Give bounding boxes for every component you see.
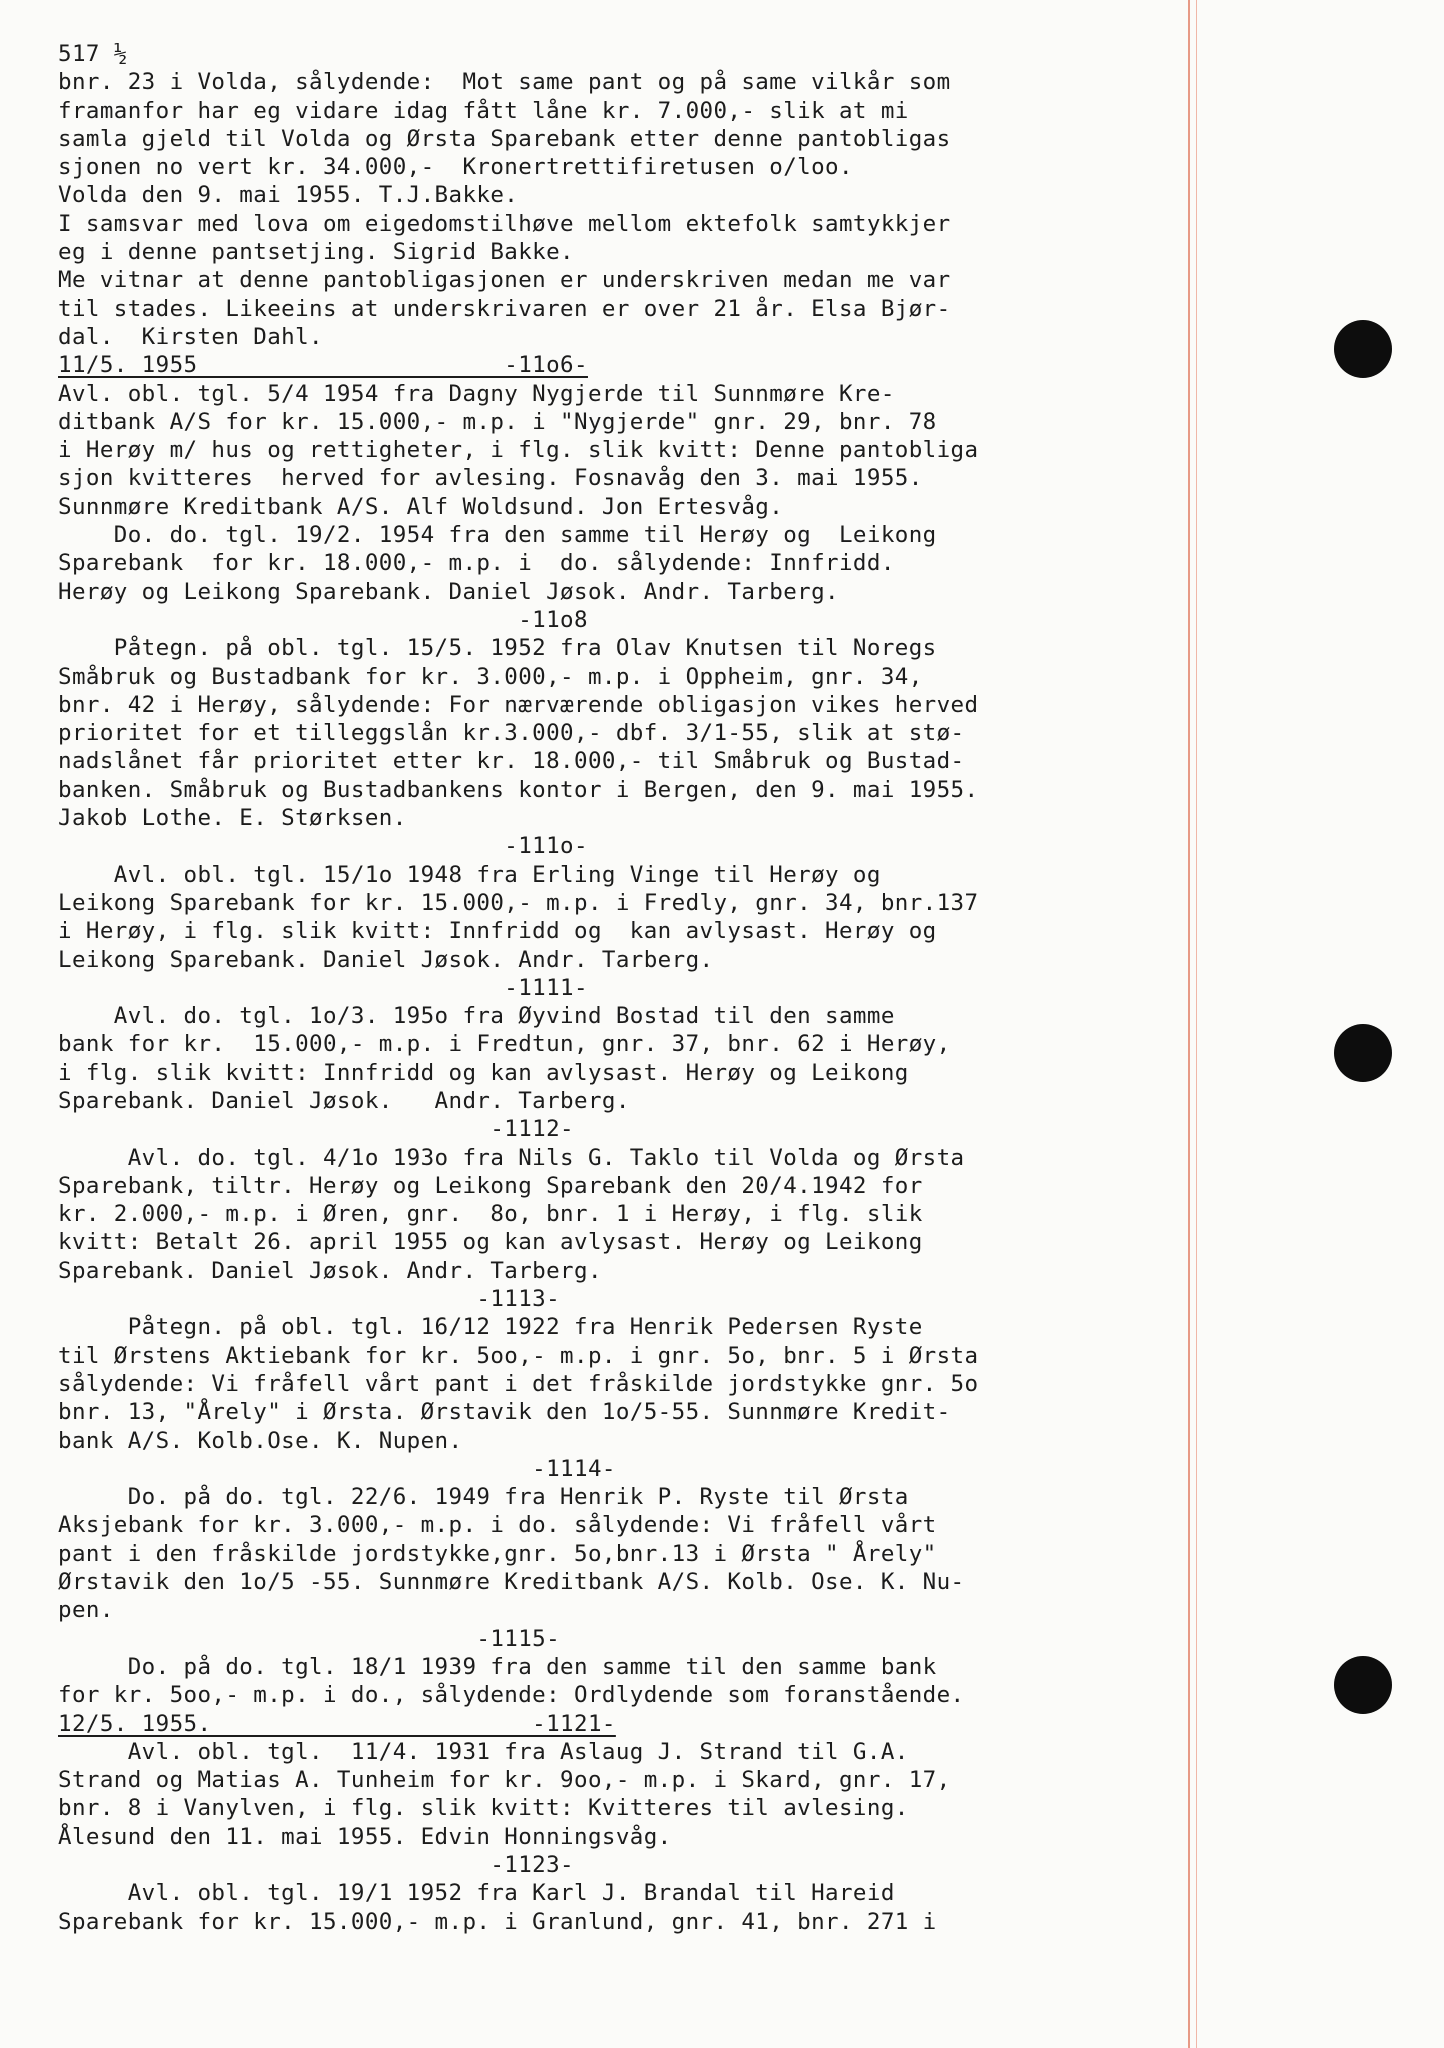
text-line: Leikong Sparebank. Daniel Jøsok. Andr. Tarberg. [58, 946, 714, 973]
punch-hole [1334, 1656, 1392, 1714]
text-line: Volda den 9. mai 1955. T.J.Bakke. [58, 182, 519, 209]
text-line: banken. Småbruk og Bustadbankens kontor i Bergen, den 9. mai 1955. [58, 776, 979, 803]
text-line: pen. [58, 1597, 114, 1624]
text-line: samla gjeld til Volda og Ørsta Sparebank etter denne pantobligas [58, 125, 951, 152]
punch-hole [1334, 320, 1392, 378]
page-number: 517 ½ [58, 41, 128, 67]
text-line: bank A/S. Kolb.Ose. K. Nupen. [58, 1427, 463, 1454]
text-line: til Ørstens Aktiebank for kr. 5oo,- m.p. i gnr. 5o, bnr. 5 i Ørsta [58, 1342, 979, 1369]
text-line: Avl. obl. tgl. 5/4 1954 fra Dagny Nygjerde til Sunnmøre Kre- [58, 380, 895, 407]
text-line: Sunnmøre Kreditbank A/S. Alf Woldsund. Jon Ertesvåg. [58, 493, 784, 520]
text-line: -1111- [58, 974, 588, 1001]
text-line: -1113- [58, 1286, 561, 1313]
text-line: Avl. obl. tgl. 15/1o 1948 fra Erling Vinge til Herøy og [58, 861, 881, 888]
text-line: kvitt: Betalt 26. april 1955 og kan avlysast. Herøy og Leikong [58, 1229, 923, 1256]
text-line: sålydende: Vi fråfell vårt pant i det fråskilde jordstykke gnr. 5o [58, 1370, 979, 1397]
text-line: -1114- [58, 1455, 616, 1482]
text-line: bank for kr. 15.000,- m.p. i Fredtun, gnr. 37, bnr. 62 i Herøy, [58, 1031, 951, 1058]
margin-rule [1188, 0, 1190, 2048]
text-line: til stades. Likeeins at underskrivaren er over 21 år. Elsa Bjør- [58, 295, 951, 322]
text-line: Sparebank. Daniel Jøsok. Andr. Tarberg. [58, 1087, 630, 1114]
text-line: Do. på do. tgl. 18/1 1939 fra den samme til den samme bank [58, 1653, 937, 1680]
punch-hole [1334, 1024, 1392, 1082]
text-line: Småbruk og Bustadbank for kr. 3.000,- m.p. i Oppheim, gnr. 34, [58, 663, 923, 690]
text-line: Jakob Lothe. E. Størksen. [58, 805, 407, 832]
text-line: bnr. 42 i Herøy, sålydende: For nærværende obligasjon vikes herved [58, 691, 979, 718]
margin-rule-inner [1196, 0, 1197, 2048]
text-line: dal. Kirsten Dahl. [58, 323, 323, 350]
text-line: prioritet for et tilleggslån kr.3.000,- dbf. 3/1-55, slik at stø- [58, 720, 965, 747]
text-line: 12/5. 1955. -1121- [58, 1710, 616, 1737]
text-line: Me vitnar at denne pantobligasjonen er underskriven medan me var [58, 267, 951, 294]
text-line: i flg. slik kvitt: Innfridd og kan avlysast. Herøy og Leikong [58, 1059, 909, 1086]
text-line: Avl. do. tgl. 1o/3. 195o fra Øyvind Bostad til den samme [58, 1003, 895, 1030]
text-line: Påtegn. på obl. tgl. 15/5. 1952 fra Olav Knutsen til Noregs [58, 635, 937, 662]
text-line: kr. 2.000,- m.p. i Øren, gnr. 8o, bnr. 1 i Herøy, i flg. slik [58, 1201, 923, 1228]
text-line: bnr. 8 i Vanylven, i flg. slik kvitt: Kvitteres til avlesing. [58, 1795, 909, 1822]
text-line: Sparebank for kr. 15.000,- m.p. i Granlund, gnr. 41, bnr. 271 i [58, 1908, 937, 1935]
text-line: Do. på do. tgl. 22/6. 1949 fra Henrik P. Ryste til Ørsta [58, 1484, 909, 1511]
text-line: framanfor har eg vidare idag fått låne kr. 7.000,- slik at mi [58, 97, 909, 124]
document-body [58, 40, 1188, 1936]
text-line: Sparebank, tiltr. Herøy og Leikong Sparebank den 20/4.1942 for [58, 1172, 923, 1199]
text-line: ditbank A/S for kr. 15.000,- m.p. i "Nygjerde" gnr. 29, bnr. 78 [58, 408, 937, 435]
text-line: Avl. obl. tgl. 19/1 1952 fra Karl J. Brandal til Hareid [58, 1880, 895, 1907]
text-line: Aksjebank for kr. 3.000,- m.p. i do. sålydende: Vi fråfell vårt [58, 1512, 937, 1539]
text-line: -1123- [58, 1852, 575, 1878]
text-line: sjonen no vert kr. 34.000,- Kronertrettifiretusen o/loo. [58, 154, 853, 181]
text-line: eg i denne pantsetjing. Sigrid Bakke. [58, 239, 575, 266]
text-line: -11o8 [58, 606, 588, 633]
text-line: Do. do. tgl. 19/2. 1954 fra den samme til Herøy og Leikong [58, 522, 937, 549]
text-line: -1115- [58, 1625, 561, 1652]
text-line: i Herøy m/ hus og rettigheter, i flg. slik kvitt: Denne pantobliga [58, 437, 979, 464]
text-line: nadslånet får prioritet etter kr. 18.000,- til Småbruk og Bustad- [58, 748, 965, 775]
text-line: Avl. obl. tgl. 11/4. 1931 fra Aslaug J. Strand til G.A. [58, 1738, 909, 1765]
text-line: for kr. 5oo,- m.p. i do., sålydende: Ordlydende som foranstående. [58, 1682, 965, 1709]
text-line: Sparebank. Daniel Jøsok. Andr. Tarberg. [58, 1257, 602, 1284]
text-line: bnr. 13, "Årely" i Ørsta. Ørstavik den 1o/5-55. Sunnmøre Kredit- [58, 1399, 951, 1426]
text-line: bnr. 23 i Volda, sålydende: Mot same pant og på same vilkår som [58, 69, 951, 96]
text-lines [58, 68, 1188, 1936]
text-line: Sparebank for kr. 18.000,- m.p. i do. sålydende: Innfridd. [58, 550, 895, 577]
text-line: Påtegn. på obl. tgl. 16/12 1922 fra Henrik Pedersen Ryste [58, 1314, 923, 1341]
text-line: Herøy og Leikong Sparebank. Daniel Jøsok. Andr. Tarberg. [58, 578, 839, 605]
text-line: Strand og Matias A. Tunheim for kr. 9oo,- m.p. i Skard, gnr. 17, [58, 1767, 951, 1794]
text-line: pant i den fråskilde jordstykke,gnr. 5o,bnr.13 i Ørsta " Årely" [58, 1540, 937, 1567]
text-line: sjon kvitteres herved for avlesing. Fosnavåg den 3. mai 1955. [58, 465, 923, 492]
text-line: i Herøy, i flg. slik kvitt: Innfridd og kan avlysast. Herøy og [58, 918, 937, 945]
text-line: Ørstavik den 1o/5 -55. Sunnmøre Kreditbank A/S. Kolb. Ose. K. Nu- [58, 1569, 965, 1596]
text-line: -111o- [58, 833, 588, 860]
text-line: -1112- [58, 1116, 575, 1143]
text-line: 11/5. 1955 -11o6- [58, 352, 588, 379]
text-line: Leikong Sparebank for kr. 15.000,- m.p. i Fredly, gnr. 34, bnr.137 [58, 889, 979, 916]
text-line: Ålesund den 11. mai 1955. Edvin Honningsvåg. [58, 1823, 672, 1850]
text-line: Avl. do. tgl. 4/1o 193o fra Nils G. Taklo til Volda og Ørsta [58, 1144, 965, 1171]
text-line: I samsvar med lova om eigedomstilhøve mellom ektefolk samtykkjer [58, 210, 951, 237]
